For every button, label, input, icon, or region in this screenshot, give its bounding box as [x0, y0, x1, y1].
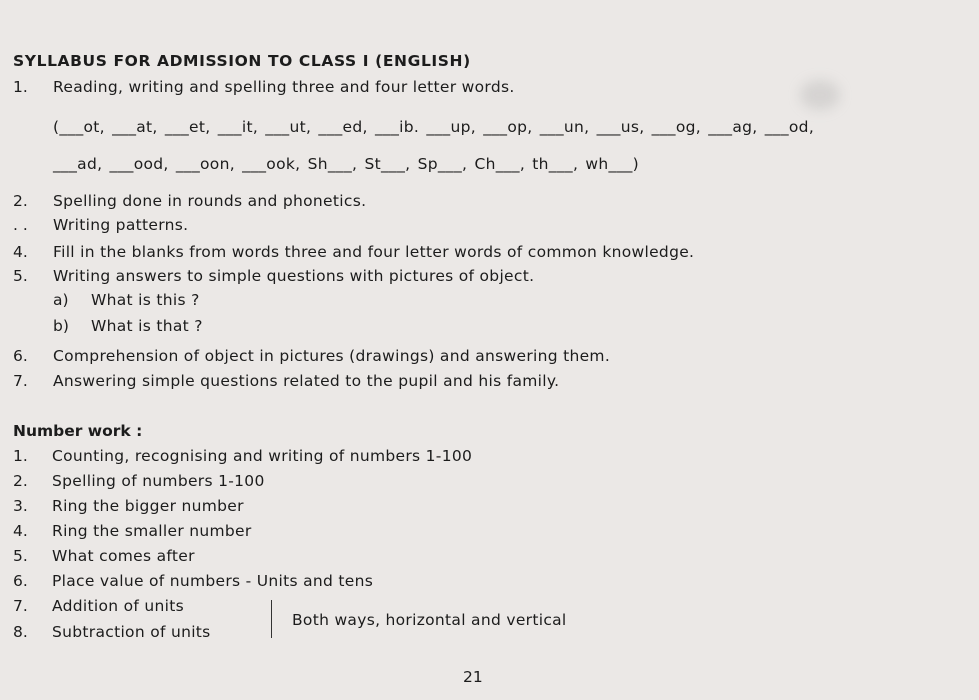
item-text: Addition of units: [52, 597, 185, 615]
item-text: Subtraction of units: [52, 623, 211, 641]
blank-words-row-2: ___ad, ___ood, ___oon, ___ook, Sh___, St___, Sp___, Ch___, th___, wh___): [53, 155, 640, 173]
item-number: 5.: [13, 547, 28, 565]
item-number: 3.: [13, 497, 28, 515]
item-number: 8.: [13, 623, 28, 641]
page-title: SYLLABUS FOR ADMISSION TO CLASS I (ENGLISH): [13, 52, 471, 70]
item-number: 4.: [13, 522, 28, 540]
item-text: Fill in the blanks from words three and four letter words of common knowledge.: [53, 243, 695, 261]
item-number: 2.: [13, 192, 28, 210]
smudge-mark: [800, 80, 840, 110]
item-number: 1.: [13, 447, 28, 465]
sub-item-letter: b): [53, 317, 69, 335]
item-text: Writing patterns.: [53, 216, 189, 234]
item-text: Spelling done in rounds and phonetics.: [53, 192, 367, 210]
bracket-note: Both ways, horizontal and vertical: [292, 611, 567, 629]
blank-words-row-1: (___ot, ___at, ___et, ___it, ___ut, ___ed, ___ib. ___up, ___op, ___un, ___us, ___og, ___ag, ___od,: [53, 118, 815, 136]
item-text: Answering simple questions related to the pupil and his family.: [53, 372, 560, 390]
number-work-heading: Number work :: [13, 422, 143, 440]
item-text: What comes after: [52, 547, 195, 565]
item-text: Ring the bigger number: [52, 497, 244, 515]
item-text: Counting, recognising and writing of numbers 1-100: [52, 447, 473, 465]
item-number: . .: [13, 216, 28, 234]
item-text: Ring the smaller number: [52, 522, 252, 540]
sub-item-text: What is that ?: [91, 317, 203, 335]
page-number: 21: [463, 668, 483, 686]
bracket-divider: [271, 600, 272, 638]
item-number: 4.: [13, 243, 28, 261]
item-number: 1.: [13, 78, 28, 96]
item-number: 5.: [13, 267, 28, 285]
item-text: Spelling of numbers 1-100: [52, 472, 265, 490]
item-text: Comprehension of object in pictures (drawings) and answering them.: [53, 347, 611, 365]
item-number: 2.: [13, 472, 28, 490]
item-number: 6.: [13, 572, 28, 590]
item-text: Place value of numbers - Units and tens: [52, 572, 374, 590]
item-number: 7.: [13, 372, 28, 390]
item-number: 6.: [13, 347, 28, 365]
item-text: Reading, writing and spelling three and four letter words.: [53, 78, 515, 96]
sub-item-text: What is this ?: [91, 291, 200, 309]
item-text: Writing answers to simple questions with pictures of object.: [53, 267, 535, 285]
sub-item-letter: a): [53, 291, 69, 309]
item-number: 7.: [13, 597, 28, 615]
